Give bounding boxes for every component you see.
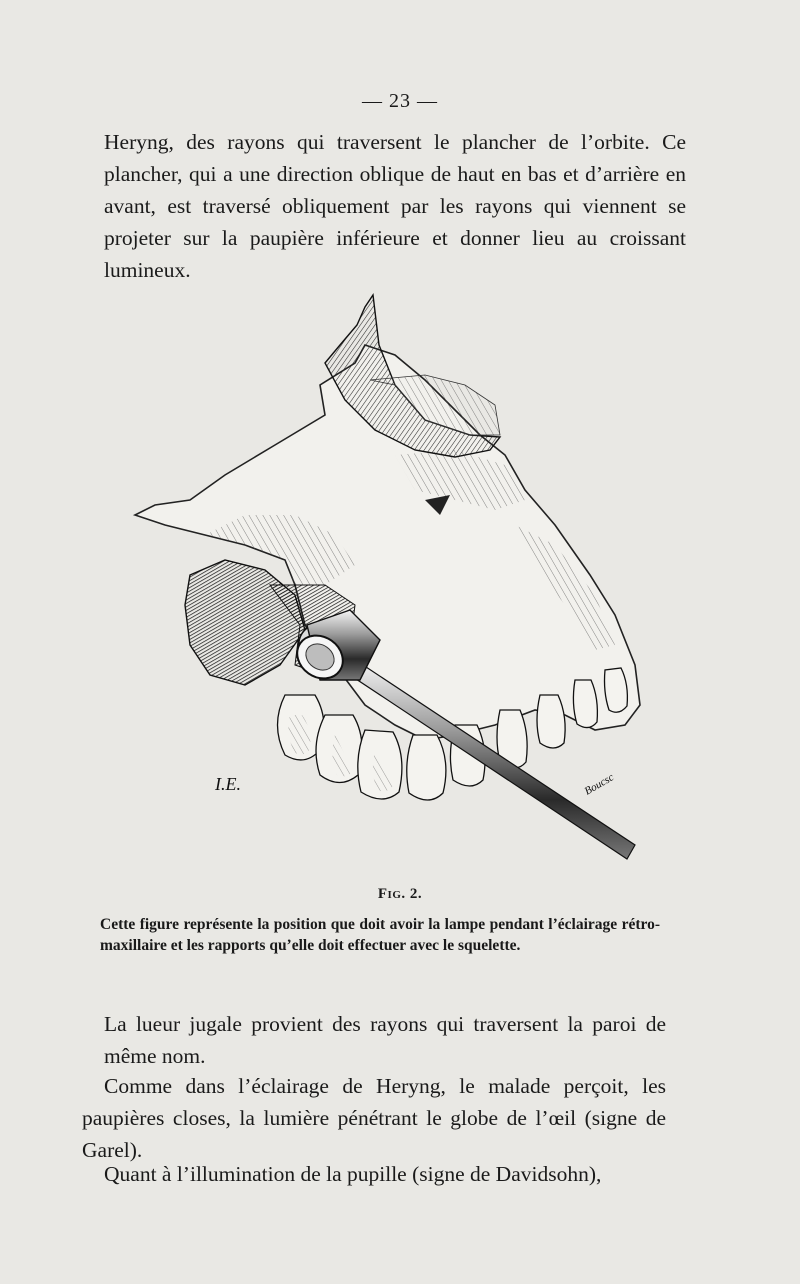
paragraph-4: Quant à l’illumination de la pupille (signe de Davidsohn), <box>104 1162 602 1186</box>
paragraph-3: Comme dans l’éclairage de Heryng, le malade perçoit, les paupières closes, la lumière pénétrant le globe de l’œil (signe de Garel). <box>82 1074 666 1162</box>
figure-illustration <box>95 285 695 875</box>
artist-initials: I.E. <box>215 774 241 794</box>
paragraph-1: Heryng, des rayons qui traversent le plancher de l’orbite. Ce plancher, qui a une direction oblique de haut en bas et d’arrière en avant, est traversé obliquement par les rayons qui viennent se projeter sur la paupière inférieure et donner lieu au croissant lumineux. <box>104 130 686 282</box>
engraver-signature: Boucsc <box>582 771 617 798</box>
paragraph-2: La lueur jugale provient des rayons qui traversent la paroi de même nom. <box>104 1012 666 1068</box>
figure-label: Fig. 2. <box>377 886 423 902</box>
figure-caption: Cette figure représente la position que doit avoir la lampe pendant l’éclairage rétro-maxillaire et les rapports qu’elle doit effectuer avec le squelette. <box>100 916 660 954</box>
page-number: — 23 — <box>362 90 438 112</box>
sinus-cavity <box>185 560 305 685</box>
